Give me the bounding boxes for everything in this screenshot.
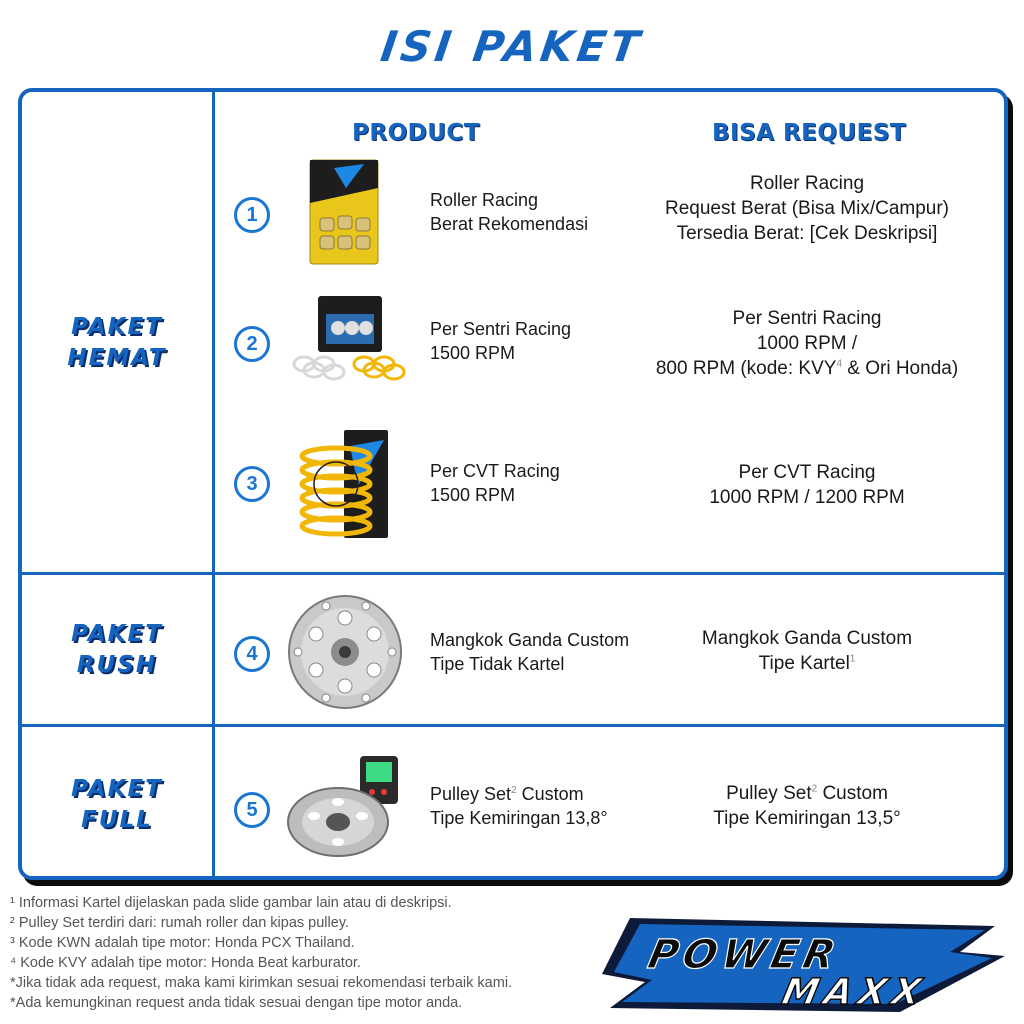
request-line: 1000 RPM / 1200 RPM: [709, 487, 905, 508]
paket-full-label: [22, 774, 212, 836]
product-line: Per CVT Racing: [430, 461, 560, 481]
product-line: 1500 RPM: [430, 343, 516, 363]
cvt-spring-icon: [292, 426, 402, 544]
request-line: Per Sentri Racing: [732, 308, 882, 329]
request-line: Mangkok Ganda Custom: [701, 628, 913, 649]
request-line: 1000 RPM /: [756, 333, 858, 354]
product-line: Roller Racing: [430, 190, 539, 210]
pulley-set-icon: [284, 752, 404, 864]
request-line: [627, 781, 987, 806]
item-number: 1: [234, 197, 270, 233]
request-line: Tersedia Berat: [Cek Deskripsi]: [676, 223, 938, 244]
item-number: 2: [234, 326, 270, 362]
request-text: 800 RPM (kode: KVY: [655, 358, 837, 379]
request-text: Tipe Kartel: [758, 653, 850, 674]
paket-label-line: PAKET: [71, 776, 163, 802]
footnote: *Ada kemungkinan request anda tidak sesuai dengan tipe motor anda.: [10, 995, 463, 1011]
clutch-bowl-icon: [284, 592, 406, 712]
product-column-header: PRODUCT: [352, 120, 480, 146]
paket-label-line: RUSH: [76, 652, 158, 678]
item-number: 5: [234, 792, 270, 828]
product-line: Tipe Kemiringan 13,8°: [430, 808, 608, 828]
request-description: [627, 171, 987, 246]
request-text: Pulley Set: [726, 783, 812, 804]
item-number: 4: [234, 636, 270, 672]
footnote: *Jika tidak ada request, maka kami kirimkan sesuai rekomendasi terbaik kami.: [10, 975, 513, 991]
footnote-marker: 2: [511, 785, 517, 796]
footnotes: [10, 893, 512, 1013]
product-description: [430, 782, 608, 830]
request-description: [627, 781, 987, 831]
paket-hemat-label: [22, 312, 212, 374]
product-description: [430, 628, 629, 676]
footnote-marker: 4: [836, 358, 842, 370]
logo-word-1: POWER: [643, 930, 845, 978]
row-divider: [22, 724, 1004, 727]
column-divider: [212, 92, 215, 876]
request-line: Request Berat (Bisa Mix/Campur): [664, 198, 950, 219]
footnote: ¹ Informasi Kartel dijelaskan pada slide gambar lain atau di deskripsi.: [10, 895, 452, 911]
roller-package-icon: [304, 158, 384, 266]
product-line: 1500 RPM: [430, 485, 516, 505]
paket-label-line: PAKET: [71, 621, 163, 647]
product-line: Mangkok Ganda Custom: [430, 630, 630, 650]
footnote-marker: 1: [849, 653, 856, 665]
product-description: [430, 317, 571, 365]
request-text: & Ori Honda): [842, 358, 959, 379]
product-line: Berat Rekomendasi: [430, 214, 589, 234]
request-line: [627, 651, 987, 676]
product-line: Per Sentri Racing: [430, 319, 572, 339]
product-text: Pulley Set: [430, 784, 512, 804]
footnote-marker: 2: [811, 783, 818, 795]
page-title: ISI PAKET: [377, 22, 647, 71]
paket-label-line: PAKET: [71, 314, 163, 340]
request-description: [627, 460, 987, 510]
product-description: [430, 459, 560, 507]
row-divider: [22, 572, 1004, 575]
footnote: ² Pulley Set terdiri dari: rumah roller dan kipas pulley.: [10, 915, 350, 931]
footnote: ³ Kode KWN adalah tipe motor: Honda PCX Thailand.: [10, 935, 355, 951]
product-line: Tipe Tidak Kartel: [430, 654, 565, 674]
request-column-header: BISA REQUEST: [712, 120, 907, 146]
package-table: [18, 88, 1008, 880]
product-text: Custom: [516, 784, 584, 804]
request-description: [627, 306, 987, 381]
request-text: Custom: [817, 783, 888, 804]
request-line: Roller Racing: [749, 173, 865, 194]
footnote: ⁴ Kode KVY adalah tipe motor: Honda Beat karburator.: [10, 955, 361, 971]
request-line: Per CVT Racing: [738, 462, 876, 483]
item-number: 3: [234, 466, 270, 502]
request-description: [627, 626, 987, 676]
power-maxx-logo: [600, 912, 1010, 1018]
paket-rush-label: [22, 619, 212, 681]
product-line: [430, 782, 608, 806]
request-line: Tipe Kemiringan 13,5°: [713, 808, 901, 829]
paket-label-line: FULL: [81, 807, 153, 833]
product-description: [430, 188, 588, 236]
paket-label-line: HEMAT: [67, 345, 167, 371]
logo-word-2: MAXX: [778, 970, 931, 1013]
request-line: [627, 356, 987, 381]
centrifugal-spring-icon: [286, 290, 416, 390]
